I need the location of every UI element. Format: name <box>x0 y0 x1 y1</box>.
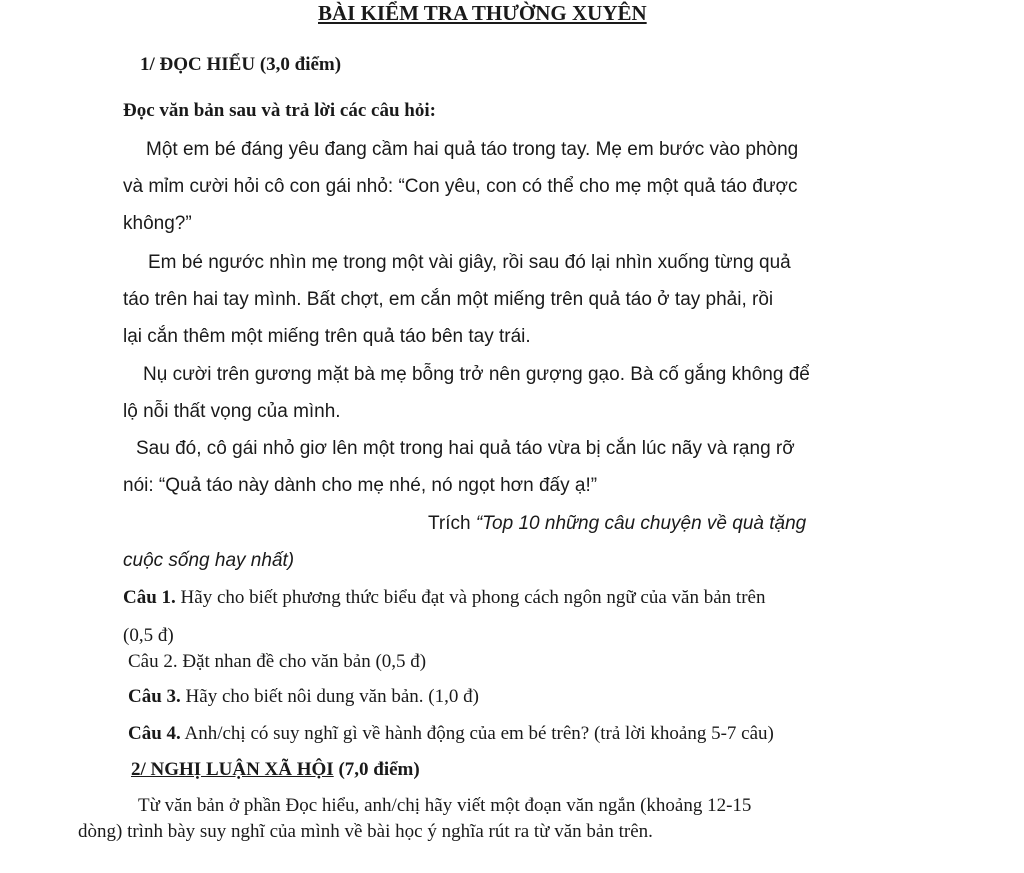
section2-line: Từ văn bản ở phần Đọc hiểu, anh/chị hãy viết một đoạn văn ngắn (khoảng 12-15 <box>138 795 752 816</box>
passage-line: nói: “Quả táo này dành cho mẹ nhé, nó ngọt hơn đấy ạ!” <box>123 475 598 496</box>
passage-line: lộ nỗi thất vọng của mình. <box>123 401 341 422</box>
source-citation-cont: cuộc sống hay nhất) <box>123 550 295 571</box>
passage-line: Nụ cười trên gương mặt bà mẹ bỗng trở nên gượng gạo. Bà cố gắng không để <box>143 364 810 385</box>
passage-line: táo trên hai tay mình. Bất chợt, em cắn một miếng trên quả táo ở tay phải, rồi <box>123 289 774 310</box>
passage-line: Em bé ngước nhìn mẹ trong một vài giây, rồi sau đó lại nhìn xuống từng quả <box>148 252 791 273</box>
question-2: Câu 2. Đặt nhan đề cho văn bản (0,5 đ) <box>128 651 427 672</box>
passage-line: Sau đó, cô gái nhỏ giơ lên một trong hai quả táo vừa bị cắn lúc nãy và rạng rỡ <box>136 438 795 459</box>
section2-line: dòng) trình bày suy nghĩ của mình về bài học ý nghĩa rút ra từ văn bản trên. <box>78 821 653 842</box>
passage-line: lại cắn thêm một miếng trên quả táo bên tay trái. <box>123 326 531 347</box>
section2-heading: 2/ NGHỊ LUẬN XÃ HỘI (7,0 điểm) <box>131 759 420 780</box>
passage-line: không?” <box>123 213 192 234</box>
question-1-cont: (0,5 đ) <box>123 625 174 646</box>
section1-instruction: Đọc văn bản sau và trả lời các câu hỏi: <box>123 100 436 121</box>
page-title: BÀI KIỂM TRA THƯỜNG XUYÊN <box>318 1 647 25</box>
section1-heading: 1/ ĐỌC HIỂU (3,0 điểm) <box>140 54 342 75</box>
question-3: Câu 3. Hãy cho biết nôi dung văn bản. (1,0 đ) <box>128 686 479 707</box>
passage-line: và mỉm cười hỏi cô con gái nhỏ: “Con yêu, con có thể cho mẹ một quả táo được <box>123 176 798 197</box>
question-4: Câu 4. Anh/chị có suy nghĩ gì về hành động của em bé trên? (trả lời khoảng 5-7 câu) <box>128 723 774 744</box>
source-citation: Trích “Top 10 những câu chuyện về quà tặng <box>428 513 807 534</box>
question-1: Câu 1. Hãy cho biết phương thức biểu đạt và phong cách ngôn ngữ của văn bản trên <box>123 587 766 608</box>
passage-line: Một em bé đáng yêu đang cầm hai quả táo trong tay. Mẹ em bước vào phòng <box>146 139 799 160</box>
